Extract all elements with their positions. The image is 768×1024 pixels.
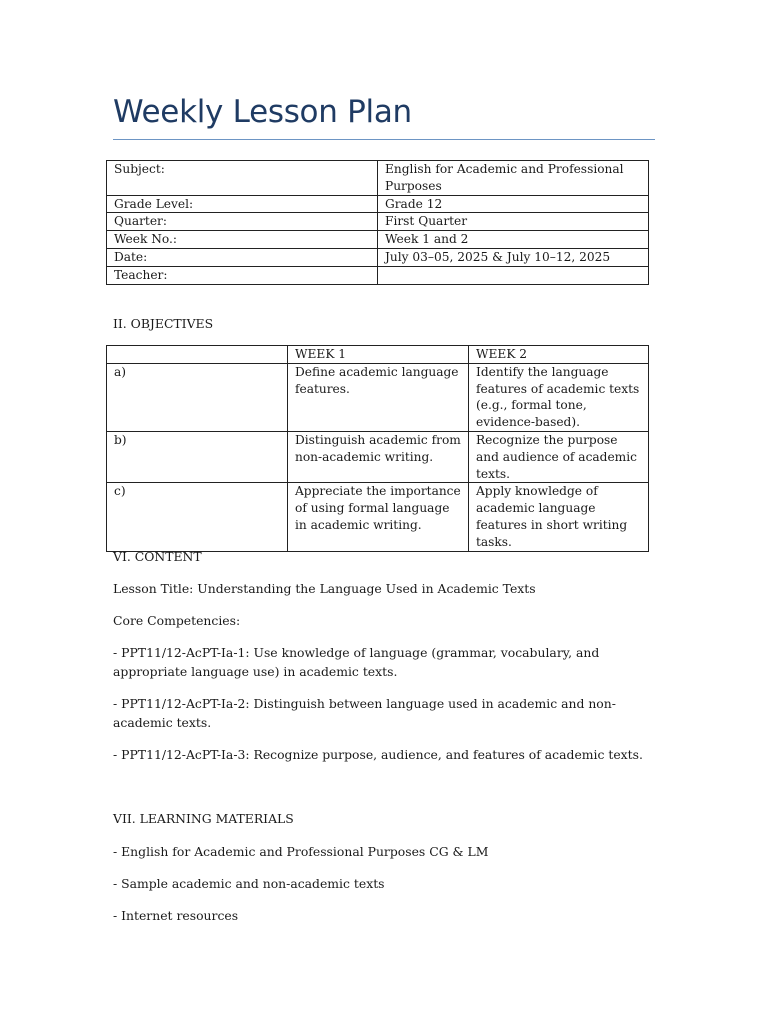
objective-week2: Apply knowledge of academic language features in short writing tasks. [469, 483, 649, 551]
objective-week1: Distinguish academic from non-academic writing. [288, 431, 469, 482]
table-row [107, 248, 649, 266]
info-value-quarter: First Quarter [378, 213, 649, 231]
objectives-header-week2: WEEK 2 [469, 346, 649, 364]
info-label-week-no: Week No.: [107, 231, 378, 249]
objective-week1: Appreciate the importance of using formal language in academic writing. [288, 483, 469, 551]
table-header-row [107, 346, 649, 364]
table-row [107, 483, 649, 551]
materials-heading: VII. LEARNING MATERIALS [113, 811, 294, 826]
objective-week2: Identify the language features of academic texts (e.g., formal tone, evidence-based). [469, 363, 649, 431]
page-title: Weekly Lesson Plan [113, 94, 412, 130]
objectives-heading: II. OBJECTIVES [113, 316, 214, 331]
objectives-header-week1: WEEK 1 [288, 346, 469, 364]
lesson-info-table [106, 160, 649, 285]
table-row [107, 161, 649, 196]
table-row [107, 195, 649, 213]
objective-label: c) [107, 483, 288, 551]
info-value-date: July 03–05, 2025 & July 10–12, 2025 [378, 248, 649, 266]
material-item: - English for Academic and Professional Purposes CG & LM [113, 844, 489, 859]
table-row [107, 431, 649, 482]
table-row [107, 266, 649, 284]
info-value-grade-level: Grade 12 [378, 195, 649, 213]
info-label-subject: Subject: [107, 161, 378, 196]
info-value-teacher [378, 266, 649, 284]
content-heading: VI. CONTENT [113, 549, 202, 564]
table-row [107, 213, 649, 231]
competency-item: - PPT11/12-AcPT-Ia-2: Distinguish between language used in academic and non-academic texts. [113, 696, 616, 730]
table-row [107, 231, 649, 249]
table-row [107, 363, 649, 431]
title-underline [113, 139, 655, 140]
objective-label: a) [107, 363, 288, 431]
info-label-grade-level: Grade Level: [107, 195, 378, 213]
material-item: - Internet resources [113, 908, 239, 923]
objective-label: b) [107, 431, 288, 482]
competency-item: - PPT11/12-AcPT-Ia-1: Use knowledge of language (grammar, vocabulary, and appropriate language use) in academic texts. [113, 645, 600, 679]
lesson-title: Lesson Title: Understanding the Language Used in Academic Texts [113, 581, 536, 596]
info-label-quarter: Quarter: [107, 213, 378, 231]
info-label-date: Date: [107, 248, 378, 266]
objective-week2: Recognize the purpose and audience of academic texts. [469, 431, 649, 482]
objective-week1: Define academic language features. [288, 363, 469, 431]
objectives-table [106, 345, 649, 552]
objectives-header-blank [107, 346, 288, 364]
competency-item: - PPT11/12-AcPT-Ia-3: Recognize purpose, audience, and features of academic texts. [113, 747, 643, 762]
info-label-teacher: Teacher: [107, 266, 378, 284]
core-competencies-label: Core Competencies: [113, 613, 241, 628]
material-item: - Sample academic and non-academic texts [113, 876, 385, 891]
info-value-week-no: Week 1 and 2 [378, 231, 649, 249]
info-value-subject: English for Academic and Professional Purposes [378, 161, 649, 196]
